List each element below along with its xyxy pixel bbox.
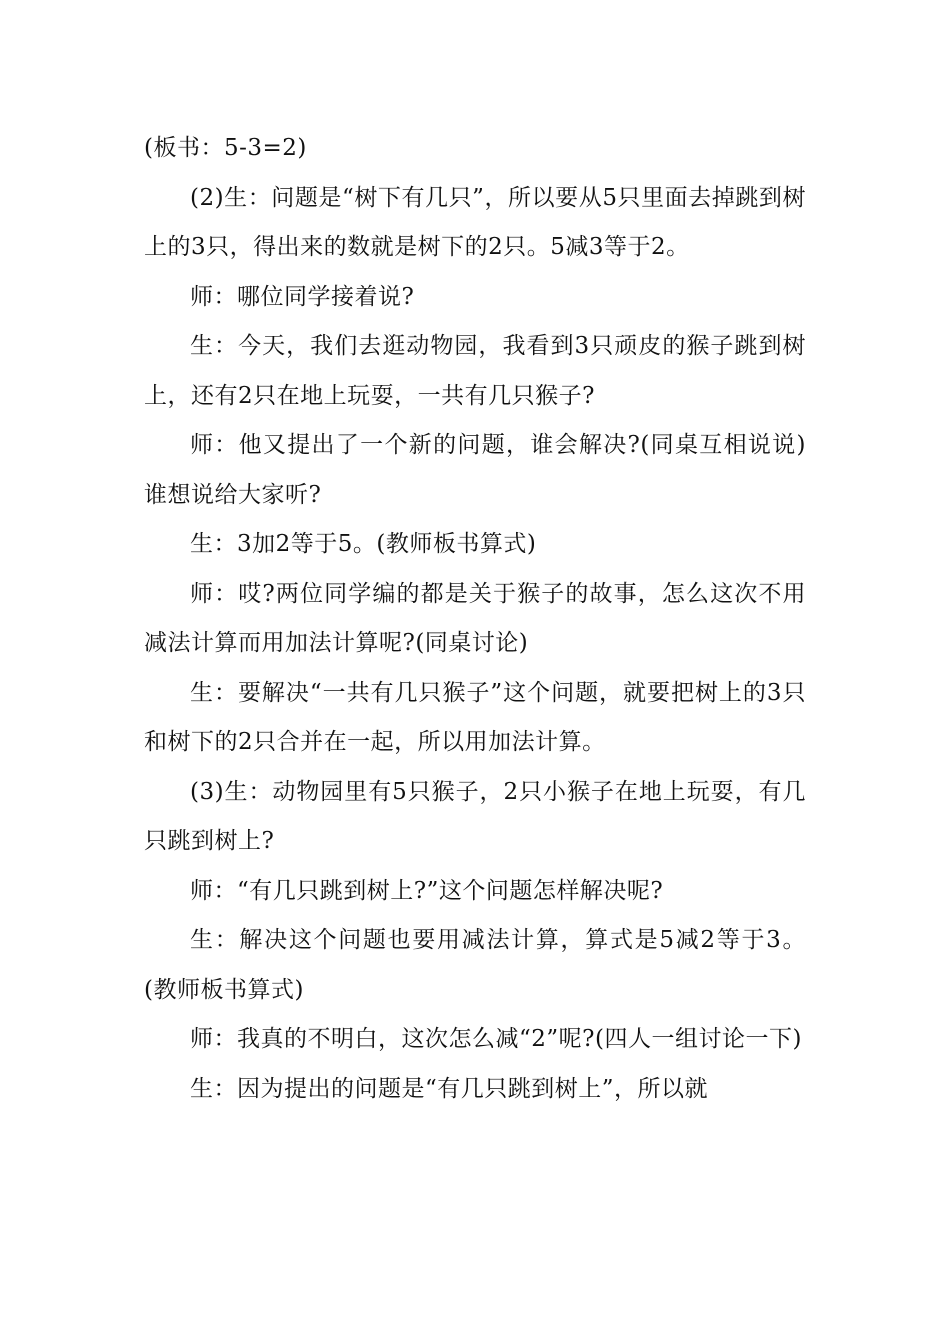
teacher-question-paragraph: 师：哪位同学接着说?	[190, 283, 415, 310]
teacher-solve-paragraph: 师：“有几只跳到树上?”这个问题怎样解决呢?	[190, 877, 664, 904]
student-reason-paragraph: 生：因为提出的问题是“有几只跳到树上”，所以就	[190, 1075, 709, 1102]
student-subtraction-paragraph: 生：解决这个问题也要用减法计算，算式是5减2等于3。(教师板书算式)	[144, 927, 806, 1003]
student-story-paragraph: 生：今天，我们去逛动物园，我看到3只顽皮的猴子跳到树上，还有2只在地上玩耍，一共有几只猴子?	[144, 333, 806, 409]
student-addition-paragraph: 生：3加2等于5。(教师板书算式)	[190, 531, 537, 557]
teacher-discussion-paragraph: 师：我真的不明白，这次怎么减“2”呢?(四人一组讨论一下)	[190, 1026, 802, 1052]
teacher-prompt-paragraph: 师：他又提出了一个新的问题，谁会解决?(同桌互相说说)谁想说给大家听?	[144, 432, 806, 508]
document-body	[144, 124, 806, 1114]
student-answer-paragraph: (2)生：问题是“树下有几只”，所以要从5只里面去掉跳到树上的3只，得出来的数就是树下的2只。5减3等于2。	[144, 184, 806, 260]
student-new-story-paragraph: (3)生：动物园里有5只猴子，2只小猴子在地上玩耍，有几只跳到树上?	[144, 778, 806, 854]
student-explanation-paragraph: 生：要解决“一共有几只猴子”这个问题，就要把树上的3只和树下的2只合并在一起，所以用加法计算。	[144, 679, 806, 755]
teacher-wonder-paragraph: 师：哎?两位同学编的都是关于猴子的故事，怎么这次不用减法计算而用加法计算呢?(同桌讨论)	[144, 580, 806, 656]
board-note-paragraph: (板书：5-3=2)	[144, 135, 307, 161]
